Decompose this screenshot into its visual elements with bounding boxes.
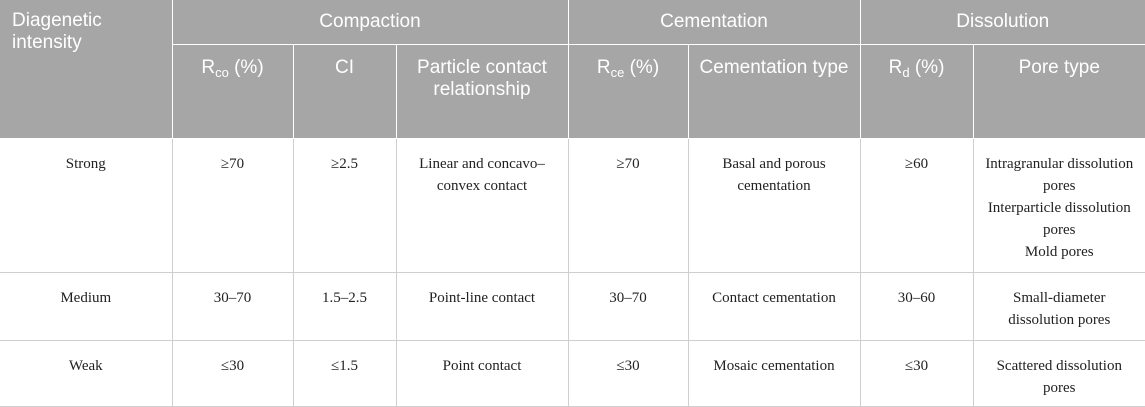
- table-row: [0, 138, 1145, 272]
- header-rce: [568, 44, 688, 138]
- cell-intensity: Strong: [0, 138, 172, 272]
- table-row: [0, 340, 1145, 406]
- cell-cement-type: Basal and porous cementation: [688, 138, 860, 272]
- cell-rco: ≤30: [172, 340, 293, 406]
- header-cementation: Cementation: [568, 0, 860, 44]
- cell-intensity: Weak: [0, 340, 172, 406]
- cell-contact: Point contact: [396, 340, 568, 406]
- pore-line: Intragranular dissolution pores: [985, 155, 1134, 194]
- cell-rd: ≥60: [860, 138, 973, 272]
- cell-ci: 1.5–2.5: [293, 272, 396, 340]
- header-compaction: Compaction: [172, 0, 568, 44]
- header-rd: [860, 44, 973, 138]
- pore-line: Interparticle dissolution pores: [987, 199, 1131, 238]
- cell-contact: Linear and concavo–convex contact: [396, 138, 568, 272]
- header-pore-type: Pore type: [973, 44, 1145, 138]
- cell-rce: ≥70: [568, 138, 688, 272]
- table-row: [0, 272, 1145, 340]
- header-diagenetic-intensity: Diagenetic intensity: [0, 0, 172, 138]
- cell-rco: ≥70: [172, 138, 293, 272]
- header-dissolution: Dissolution: [860, 0, 1145, 44]
- cell-ci: ≥2.5: [293, 138, 396, 272]
- cell-cement-type: Mosaic cementation: [688, 340, 860, 406]
- cell-pore-type: [973, 138, 1145, 272]
- cell-rco: 30–70: [172, 272, 293, 340]
- header-cementation-type: Cementation type: [688, 44, 860, 138]
- cell-rce: ≤30: [568, 340, 688, 406]
- header-rco-unit: (%): [228, 56, 264, 78]
- header-rd-unit: (%): [909, 56, 945, 78]
- cell-rce: 30–70: [568, 272, 688, 340]
- cell-rd: ≤30: [860, 340, 973, 406]
- header-rco-sub: co: [215, 64, 229, 80]
- pore-line: Mold pores: [1024, 243, 1094, 260]
- cell-pore-type: [973, 272, 1145, 340]
- header-rd-base: R: [888, 56, 903, 78]
- cell-rd: 30–60: [860, 272, 973, 340]
- cell-pore-type: [973, 340, 1145, 406]
- pore-line: Small-diameter dissolution pores: [1008, 289, 1111, 328]
- cell-intensity: Medium: [0, 272, 172, 340]
- header-rce-unit: (%): [624, 56, 660, 78]
- header-rco: [172, 44, 293, 138]
- cell-cement-type: Contact cementation: [688, 272, 860, 340]
- cell-ci: ≤1.5: [293, 340, 396, 406]
- header-rco-base: R: [201, 56, 216, 78]
- header-rce-base: R: [596, 56, 611, 78]
- header-ci: CI: [293, 44, 396, 138]
- cell-contact: Point-line contact: [396, 272, 568, 340]
- header-rd-sub: d: [902, 64, 910, 80]
- header-rce-sub: ce: [610, 64, 625, 80]
- header-particle-contact: Particle contact relationship: [396, 44, 568, 138]
- pore-line: Scattered dissolution pores: [996, 357, 1122, 396]
